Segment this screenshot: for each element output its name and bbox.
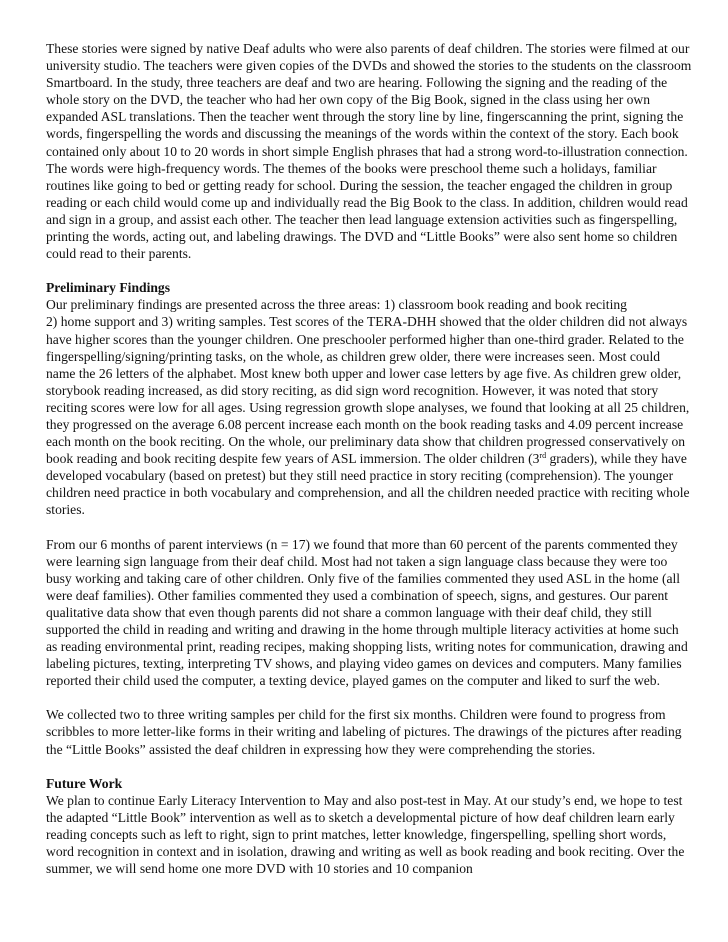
paragraph-findings <box>46 296 692 518</box>
ordinal-superscript: rd <box>539 451 547 461</box>
heading-future-work: Future Work <box>46 775 123 791</box>
findings-text-before-superscript: 2) home support and 3) writing samples. Test scores of the TERA-DHH showed that the older children did not always have higher scores than the younger children. One preschooler performed higher than one-third grader. Related to the fingerspelling/signing/printing tasks, on the whole, as children grew older, there were increases seen. Most could name the 26 letters of the alphabet. Most knew both upper and lower case letters by age five. As children grew older, storybook reading increased, as did story reciting, as did sign word recognition. However, it was noted that story reciting scores were low for all ages. Using regression growth slope analyses, we found that looking at all 25 children, they progressed on the average 6.08 percent increase each month on the book reading tasks and 4.09 percent increase each month on the book reciting. On the whole, our preliminary data show that children progressed conservatively on book reading and book reciting despite few years of ASL immersion. The older children (3 <box>46 314 690 467</box>
paragraph-parent-interviews: From our 6 months of parent interviews (n = 17) we found that more than 60 percent of the parents commented they were learning sign language from their deaf child. Most had not taken a sign language class because they were too busy working and taking care of other children. Only five of the families commented they used ASL in the home (all were deaf families). Other families commented they used a combination of speech, signs, and gestures. Our parent qualitative data show that even though parents did not share a common language with their deaf child, they still supported the child in reading and writing and drawing in the home through multiple literacy activities at home such as reading environmental print, reading recipes, making shopping lists, writing notes for communication, drawing and labeling pictures, texting, interpreting TV shows, and playing video games on devices and computers. Many families reported their child used the computer, a texting device, played games on the computer and liked to surf the web. <box>46 536 688 689</box>
paragraph-future-work: We plan to continue Early Literacy Intervention to May and also post-test in May. At our study’s end, we hope to test the adapted “Little Book” intervention as well as to sketch a developmental picture of how deaf children learn early reading concepts such as left to right, sign to print matches, letter knowledge, fingerspelling, spelling short words, word recognition in context and in isolation, drawing and writing as well as book reading and book reciting. Over the summer, we will send home one more DVD with 10 stories and 10 companion <box>46 792 685 877</box>
paragraph-story-signing: These stories were signed by native Deaf adults who were also parents of deaf children. The stories were filmed at our university studio. The teachers were given copies of the DVDs and showed the stories to the students on the classroom Smartboard. In the study, three teachers are deaf and two are hearing. Following the signing and the reading of the whole story on the DVD, the teacher who had her own copy of the Big Book, signed in the class using her own expanded ASL translations. Then the teacher went through the story line by line, fingerscanning the print, signing the words, fingerspelling the words and discussing the meanings of the words within the context of the story. Each book contained only about 10 to 20 words in short simple English phrases that had a strong word-to-illustration connection. The words were high-frequency words. The themes of the books were preschool theme such a holidays, familiar routines like going to bed or getting ready for school. During the session, the teacher engaged the children in group reading or each child would come up and individually read the Big Book to the class. In addition, children would read and sign in a group, and assist each other. The teacher then lead language extension activities such as fingerspelling, printing the words, acting out, and labeling drawings. The DVD and “Little Books” were also sent home so children could read to their parents. <box>46 41 692 262</box>
document-page <box>46 40 692 894</box>
findings-text-after-superscript: graders), while they have developed vocabulary (based on pretest) but they still need practice in story reciting (comprehension). The younger children need practice in both vocabulary and comprehension, and all the children needed practice with reciting whole stories. <box>46 451 690 518</box>
paragraph-writing-samples: We collected two to three writing samples per child for the first six months. Children were found to progress from scribbles to more letter-like forms in their writing and labeling of pictures. The drawings of the pictures after reading the “Little Books” assisted the deaf children in expressing how they were comprehending the stories. <box>46 707 682 757</box>
findings-line-one: Our preliminary findings are presented across the three areas: 1) classroom book reading and book reciting <box>46 297 627 313</box>
heading-preliminary-findings: Preliminary Findings <box>46 280 170 296</box>
